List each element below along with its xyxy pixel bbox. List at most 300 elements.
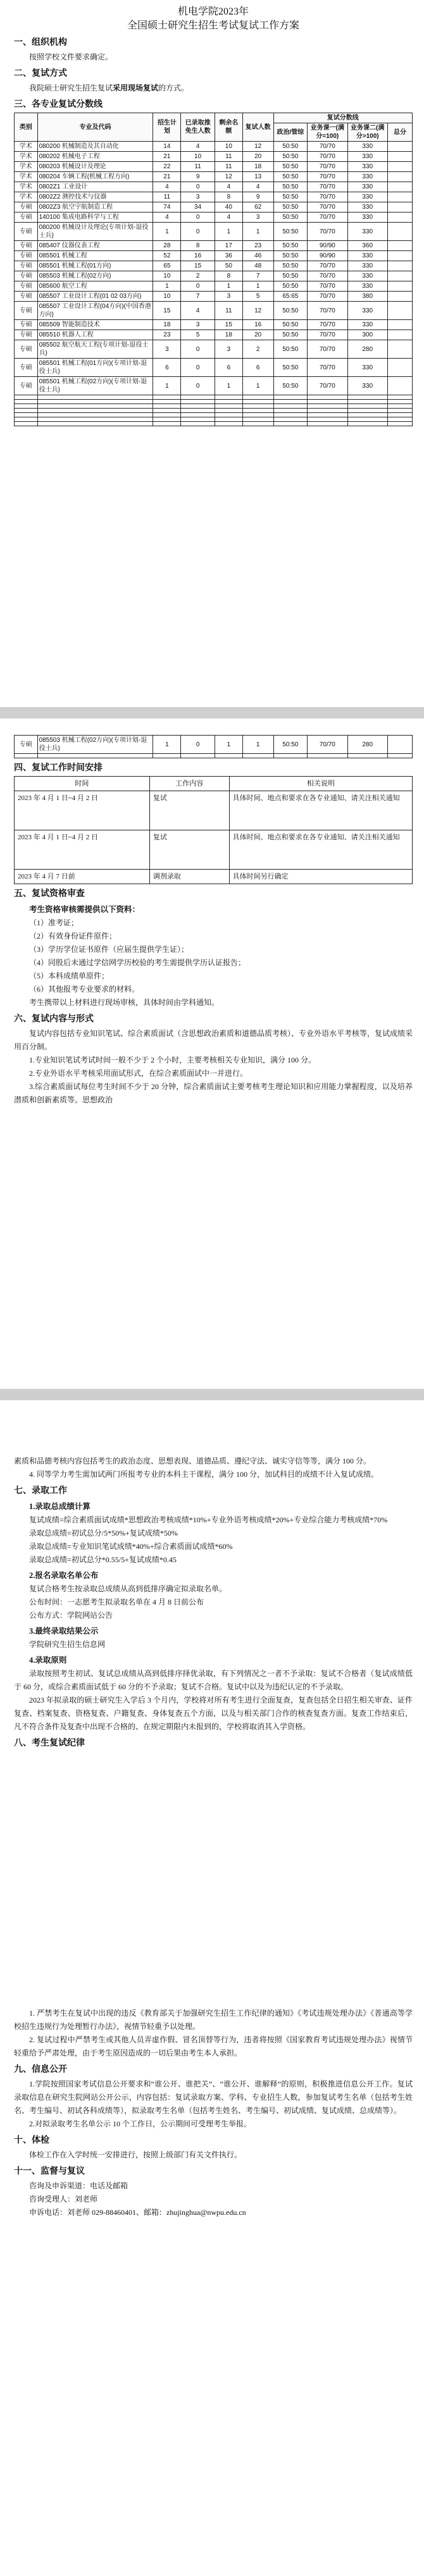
cell: 330: [347, 172, 387, 182]
cell: 3: [215, 292, 242, 302]
cell: 330: [347, 162, 387, 172]
cell: 20: [242, 152, 273, 162]
cell: 330: [347, 142, 387, 152]
table-row: [15, 736, 413, 754]
s2-text-a: 我院硕士研究生招生复试: [29, 83, 113, 92]
table-row: [15, 830, 413, 870]
cell: 28: [153, 241, 181, 251]
cell: 70/70: [308, 320, 347, 330]
th-sub2: 业务课二(满分>100): [347, 123, 387, 142]
cell: 学术: [15, 162, 38, 172]
cell: 12: [242, 142, 273, 152]
table-row: [15, 791, 413, 830]
cell: [387, 202, 412, 213]
table-row: [15, 330, 413, 340]
cell: 380: [347, 292, 387, 302]
cell: 15: [215, 320, 242, 330]
s7-a2: 录取总成绩=初试总分/5*50%+复试成绩*50%: [29, 1529, 178, 1538]
cell: 65: [153, 261, 181, 271]
cell: 70/70: [308, 340, 347, 359]
cell: 11: [181, 162, 215, 172]
s7-heading: 七、录取工作: [14, 1486, 67, 1496]
s6-p1: 复试内容包括专业知识笔试、综合素质面试（含思想政治素质和道德品质考核）、专业外语水平考核等，复试成绩采用百分制。: [14, 1029, 413, 1051]
cell: 085503 机械工程(02方向)(专项计划-退役士兵): [37, 736, 153, 754]
cell: 0: [181, 213, 215, 223]
cell: 具体时间另行确定: [229, 870, 412, 884]
th-pushed: 已录取推免生人数: [181, 113, 215, 142]
cell: 330: [347, 377, 387, 395]
s6-p4-continued: 素质和品德考核内容包括考生的政治态度、思想表现、道德品质、遵纪守法、诚实守信等等，满分 100 分。: [14, 1457, 371, 1465]
cell: 50:50: [273, 182, 308, 192]
th-sub1: 业务课一(满分=100): [308, 123, 347, 142]
cell: 12: [215, 172, 242, 182]
cell: 65:65: [273, 292, 308, 302]
cell: 22: [153, 162, 181, 172]
cell: 9: [181, 172, 215, 182]
table-row: [15, 413, 413, 417]
s11-heading: 十一、监督与复议: [14, 2167, 85, 2176]
cell: 学术: [15, 192, 38, 202]
s11-p3: 申诉电话：刘老师 029-88460401、邮箱：zhujinghua@nwpu.edu.cn: [29, 2208, 246, 2217]
cell: 专硕: [15, 281, 38, 292]
cell: 330: [347, 182, 387, 192]
table-row: [15, 400, 413, 404]
cell: 18: [242, 162, 273, 172]
s7-d-heading: 4.录取原则: [29, 1656, 67, 1665]
cell: 085509 智能制造技术: [37, 320, 153, 330]
table-row: [15, 213, 413, 223]
s6-p3: 2.专业外语水平考核采用面试形式，在综合素质面试中一并进行。: [29, 1069, 248, 1078]
s5-note: 考生携带以上材料进行现场审核，具体时间由学科通知。: [29, 998, 220, 1007]
cell: 7: [181, 292, 215, 302]
s10-p1: 体检工作在入学时统一安排进行，按照上级部门有关文件执行。: [29, 2150, 242, 2159]
cell: [387, 359, 412, 377]
table-row: [15, 292, 413, 302]
s7-d2: 2023 年拟录取的硕士研究生入学后 3 个月内，学校将对所有考生进行全面复查，复查包括全日招生相关审查、证件复查、档案复查、资格复查、户籍复查、身体复查五个方面，以及与相关部门合作的核查复查方面。复查工作结束后，凡不符合条件及复查中出现不合格的、在规定期限内未报到的，学校将取消其入学资格。: [14, 1696, 413, 1731]
s7-a-heading: 1.录取总成绩计算: [29, 1502, 90, 1511]
table-row: [15, 271, 413, 281]
cell: 330: [347, 302, 387, 320]
cell: 70/70: [308, 302, 347, 320]
cell: [387, 223, 412, 241]
cell: 专硕: [15, 302, 38, 320]
cell: 34: [181, 202, 215, 213]
th-line: 复试分数线: [273, 113, 412, 123]
cell: 280: [347, 340, 387, 359]
table-row: [15, 261, 413, 271]
cell: 16: [242, 320, 273, 330]
s5-heading: 五、复试资格审查: [14, 889, 85, 899]
s7-d1: 录取按照考生初试、复试总成绩从高到低排序择优录取，有下列情况之一者不予录取：复试不合格者（复试成绩低于 60 分，或综合素质面试低于 60 分的不予录取；复试不合格。复试中以及为违纪认定的不予录取。: [14, 1669, 413, 1691]
s5-item: （5）本科成绩单原件；: [29, 971, 109, 980]
cell: [387, 271, 412, 281]
s2-heading: 二、复试方式: [14, 69, 67, 78]
cell: 3: [215, 340, 242, 359]
cell: 50:50: [273, 377, 308, 395]
cell: 0: [181, 281, 215, 292]
cell: 70/70: [308, 213, 347, 223]
s1-text: 按照学校文件要求确定。: [29, 52, 113, 61]
cell: 5: [181, 330, 215, 340]
cell: 50:50: [273, 302, 308, 320]
th-pol: 政治/管综: [273, 123, 308, 142]
table-row: [15, 422, 413, 426]
cell: [387, 736, 412, 754]
cell: 70/70: [308, 162, 347, 172]
s2-text-b: 采用现场复试: [113, 83, 159, 92]
table-row: [15, 202, 413, 213]
cell: 8: [215, 271, 242, 281]
cell: 50:50: [273, 340, 308, 359]
cell: 280: [347, 736, 387, 754]
cell: 复试: [149, 830, 229, 870]
cell: [387, 261, 412, 271]
cell: 0: [181, 377, 215, 395]
cell: 1: [242, 736, 273, 754]
page-break-gap: [14, 1751, 413, 2007]
score-line-table-continued: [14, 735, 413, 758]
s5-item: （2）有效身份证件原件；: [29, 932, 117, 940]
cell: 70/70: [308, 142, 347, 152]
cell: 36: [215, 251, 242, 261]
table-row: [15, 152, 413, 162]
cell: 专硕: [15, 213, 38, 223]
cell: 085503 机械工程(02方向): [37, 271, 153, 281]
table-row: [15, 359, 413, 377]
cell: 0802Z1 工业设计: [37, 182, 153, 192]
cell: 40: [215, 202, 242, 213]
cell: 330: [347, 281, 387, 292]
cell: 21: [153, 152, 181, 162]
cell: 专硕: [15, 261, 38, 271]
cell: 4: [181, 302, 215, 320]
cell: 085407 仪器仪表工程: [37, 241, 153, 251]
cell: 16: [181, 251, 215, 261]
cell: 6: [242, 359, 273, 377]
cell: 专硕: [15, 340, 38, 359]
s11-p1: 咨询及申诉渠道：电话及邮箱: [29, 2181, 128, 2190]
cell: [387, 302, 412, 320]
cell: 学术: [15, 172, 38, 182]
cell: 10: [153, 292, 181, 302]
cell: 1: [153, 736, 181, 754]
s9-heading: 九、信息公开: [14, 2065, 67, 2074]
cell: 080202 机械电子工程: [37, 152, 153, 162]
cell: 70/70: [308, 281, 347, 292]
cell: 0: [181, 223, 215, 241]
s1-heading: 一、组织机构: [14, 38, 67, 47]
cell: 13: [242, 172, 273, 182]
cell: 080200 机械制造及其自动化: [37, 142, 153, 152]
cell: 50:50: [273, 152, 308, 162]
cell: 2023 年 4 月 1 日~4 月 2 日: [15, 830, 150, 870]
s2-text-c: 的方式。: [158, 83, 189, 92]
table-row: [15, 251, 413, 261]
s7-b2: 公布时间：一志愿考生拟录取名单在 4 月 8 日前公布: [29, 1598, 204, 1606]
cell: 70/70: [308, 172, 347, 182]
cell: 专硕: [15, 736, 38, 754]
cell: 50:50: [273, 736, 308, 754]
s10-heading: 十、体检: [14, 2136, 49, 2145]
s4-heading: 四、复试工作时间安排: [14, 763, 103, 773]
cell: 50:50: [273, 162, 308, 172]
page-1: [0, 0, 424, 707]
table-row: [15, 417, 413, 422]
cell: 50:50: [273, 281, 308, 292]
cell: 50:50: [273, 142, 308, 152]
cell: 90/90: [308, 241, 347, 251]
cell: 330: [347, 261, 387, 271]
s7-b1: 复试合格考生按录取总成绩从高到低排序确定拟录取名单。: [29, 1584, 227, 1593]
cell: 62: [242, 202, 273, 213]
cell: 9: [242, 192, 273, 202]
cell: 18: [153, 320, 181, 330]
schedule-table: [14, 776, 413, 884]
score-table-body: [15, 142, 413, 426]
cell: 6: [215, 359, 242, 377]
cell: 2: [242, 340, 273, 359]
s6-heading: 六、复试内容与形式: [14, 1014, 94, 1024]
cell: 具体时间、地点和要求在各专业通知、请关注相关通知: [229, 791, 412, 830]
cell: 5: [242, 292, 273, 302]
cell: 0: [181, 359, 215, 377]
cell: 1: [242, 223, 273, 241]
cell: 70/70: [308, 192, 347, 202]
cell: 330: [347, 359, 387, 377]
cell: 50:50: [273, 271, 308, 281]
cell: 50:50: [273, 192, 308, 202]
cell: 50:50: [273, 223, 308, 241]
cell: 18: [215, 330, 242, 340]
cell: 学术: [15, 142, 38, 152]
cell: 50:50: [273, 172, 308, 182]
cell: 70/70: [308, 152, 347, 162]
table-row: [15, 182, 413, 192]
cell: 70/70: [308, 223, 347, 241]
cell: 1: [215, 377, 242, 395]
cell: 1: [215, 223, 242, 241]
cell: 50:50: [273, 251, 308, 261]
cell: 70/70: [308, 261, 347, 271]
cell: 4: [242, 182, 273, 192]
th-total: 总分: [387, 123, 412, 142]
cell: 080203 机械设计及理论: [37, 162, 153, 172]
cell: 专硕: [15, 377, 38, 395]
th-count: 复试人数: [242, 113, 273, 142]
cell: 学术: [15, 152, 38, 162]
cell: 330: [347, 251, 387, 261]
th-plan: 招生计划: [153, 113, 181, 142]
s7-b-heading: 2.报名录取名单公布: [29, 1571, 99, 1580]
cell: 15: [153, 302, 181, 320]
cell: 调剂录取: [149, 870, 229, 884]
table-row: [15, 172, 413, 182]
s8-p2: 2. 复试过程中严禁考生或其他人员弄虚作假、冒名顶替等行为，违者将按照《国家教育考试违规处理办法》视情节轻重给予严肃处理，由于考生原因造成的一切后果由考生本人承担。: [14, 2035, 413, 2057]
cell: 专硕: [15, 251, 38, 261]
table-row: [15, 377, 413, 395]
cell: 360: [347, 241, 387, 251]
s8-p1: 1. 严禁考生在复试中出现的违反《教育部关于加强研究生招生工作纪律的通知》《考试违规处理办法》《普通高等学校招生违规行为处理暂行办法》，视情节轻重予以处理。: [14, 2009, 413, 2031]
s6-p2: 1.专业知识笔试考试时间一般不少于 2 个小时，主要考核相关专业知识，满分 100 分。: [29, 1056, 316, 1064]
cell: 1: [242, 281, 273, 292]
doc-school: 机电学院2023年: [177, 6, 249, 17]
cell: 70/70: [308, 377, 347, 395]
cell: 085600 航空工程: [37, 281, 153, 292]
cell: 330: [347, 223, 387, 241]
cell: 70/70: [308, 736, 347, 754]
cell: 48: [242, 261, 273, 271]
cell: 3: [242, 213, 273, 223]
cell: 专硕: [15, 202, 38, 213]
cell: 330: [347, 152, 387, 162]
table-row: [15, 192, 413, 202]
cell: 70/70: [308, 359, 347, 377]
cell: 10: [153, 271, 181, 281]
cell: 085501 机械工程: [37, 251, 153, 261]
s2-text: [14, 82, 413, 95]
cell: 70/70: [308, 292, 347, 302]
cell: 1: [153, 377, 181, 395]
s6-p5: 4. 同等学力考生需加试两门所报考专业的本科主干课程，满分 100 分，加试科目的成绩不计入复试成绩。: [29, 1470, 379, 1479]
cell: 085501 机械工程(01方向)(专项计划-退役士兵): [37, 359, 153, 377]
cell: 74: [153, 202, 181, 213]
page-2: [0, 718, 424, 1389]
cell: 专硕: [15, 271, 38, 281]
cell: [387, 330, 412, 340]
cell: 21: [153, 172, 181, 182]
cell: 70/70: [308, 202, 347, 213]
th-note: 相关说明: [229, 777, 412, 791]
page-3: [0, 1400, 424, 2576]
cell: 0: [181, 736, 215, 754]
cell: 11: [215, 152, 242, 162]
cell: 1: [153, 281, 181, 292]
cell: 10: [215, 142, 242, 152]
table-row: [15, 302, 413, 320]
cell: 11: [215, 302, 242, 320]
th-time: 时间: [15, 777, 150, 791]
cell: 2023 年 4 月 1 日~4 月 2 日: [15, 791, 150, 830]
s7-c-heading: 3.最终录取结果公示: [29, 1627, 99, 1636]
cell: 20: [242, 330, 273, 340]
table-row: [15, 754, 413, 758]
cell: [387, 251, 412, 261]
table-row: [15, 395, 413, 400]
cell: 1: [242, 377, 273, 395]
cell: 085501 机械工程(01方向): [37, 261, 153, 271]
cell: [387, 377, 412, 395]
table-row: [15, 281, 413, 292]
cell: 12: [242, 302, 273, 320]
s7-c1: 学院研究生招生信息网: [29, 1640, 106, 1649]
cell: 3: [181, 192, 215, 202]
cell: 330: [347, 320, 387, 330]
cell: 50:50: [273, 359, 308, 377]
cell: 0: [181, 340, 215, 359]
th-content: 工作内容: [149, 777, 229, 791]
cell: 50:50: [273, 261, 308, 271]
s5-item: （6）其他报考专业要求的材料。: [29, 985, 140, 994]
cell: [387, 340, 412, 359]
cell: [387, 162, 412, 172]
cell: [387, 142, 412, 152]
cell: 085501 机械工程(02方向)(专项计划-退役士兵): [37, 377, 153, 395]
s11-p2: 咨询受理人：刘老师: [29, 2195, 98, 2203]
s6-p4: 3.综合素质面试每位考生时间不少于 20 分钟，综合素质面试主要考核考生理论知识和应用能力掌握程度，以及培养潜质和创新素质等。思想政治: [14, 1082, 413, 1104]
cell: 8: [181, 241, 215, 251]
s9-p2: 2.对拟录取考生名单公示 10 个工作日，公示期间可受理考生举报。: [29, 2119, 252, 2128]
s7-a1: 复试成绩=综合素质面试成绩*思想政治考核成绩*10%+专业外语考核成绩*20%+专业综合能力考核成绩*70%: [29, 1515, 388, 1524]
cell: [387, 192, 412, 202]
table-row: [15, 142, 413, 152]
cell: 50:50: [273, 241, 308, 251]
cell: 085507 工业设计工程(04方向)(中国香港方向): [37, 302, 153, 320]
s7-a3: 录取总成绩=专业知识笔试成绩*40%+综合素质面试成绩*60%: [29, 1542, 233, 1551]
cell: 080204 车辆工程(机械工程方向): [37, 172, 153, 182]
cell: 专硕: [15, 320, 38, 330]
cell: 330: [347, 192, 387, 202]
cell: 23: [153, 330, 181, 340]
cell: [387, 213, 412, 223]
cell: 90/90: [308, 251, 347, 261]
s7-e-heading: 八、考生复试纪律: [14, 1739, 85, 1748]
cell: 专硕: [15, 241, 38, 251]
cell: 4: [215, 213, 242, 223]
cell: 085510 机器人工程: [37, 330, 153, 340]
cell: 52: [153, 251, 181, 261]
cell: 50:50: [273, 330, 308, 340]
cell: 080200 机械设计及理论(专项计划-退役士兵): [37, 223, 153, 241]
cell: [387, 152, 412, 162]
cell: [387, 320, 412, 330]
cell: 330: [347, 213, 387, 223]
cell: 专硕: [15, 359, 38, 377]
cell: [387, 182, 412, 192]
cell: 1: [153, 223, 181, 241]
cell: 8: [215, 192, 242, 202]
cell: 专硕: [15, 292, 38, 302]
cell: [387, 292, 412, 302]
cell: 330: [347, 271, 387, 281]
cell: 4: [181, 142, 215, 152]
s5-lead: 考生资格审核需提供以下资料：: [29, 905, 140, 914]
cell: 3: [181, 320, 215, 330]
cell: 50: [215, 261, 242, 271]
s5-item: （4）同股后未通过学信网学历校验的考生需提供学历认证报告；: [29, 958, 246, 967]
table-row: [15, 340, 413, 359]
table-row: [15, 223, 413, 241]
cell: 4: [215, 182, 242, 192]
cell: 50:50: [273, 320, 308, 330]
cell: 学术: [15, 182, 38, 192]
cell: 0: [181, 182, 215, 192]
cell: 140100 集成电路科学与工程: [37, 213, 153, 223]
cell: 1: [215, 736, 242, 754]
cell: 0802Z2 测控技术与仪器: [37, 192, 153, 202]
cell: 15: [181, 261, 215, 271]
score-line-table: [14, 113, 413, 426]
cell: 6: [153, 359, 181, 377]
cell: 14: [153, 142, 181, 152]
cell: 4: [153, 213, 181, 223]
cell: 1: [215, 281, 242, 292]
cell: [387, 172, 412, 182]
th-quota: 剩余名额: [215, 113, 242, 142]
s5-item: （3）学历学位证书原件（应届生提供学生证）；: [29, 945, 189, 954]
cell: 70/70: [308, 330, 347, 340]
cell: 2: [181, 271, 215, 281]
cell: 085502 航空航天工程(专项计划-退役士兵): [37, 340, 153, 359]
